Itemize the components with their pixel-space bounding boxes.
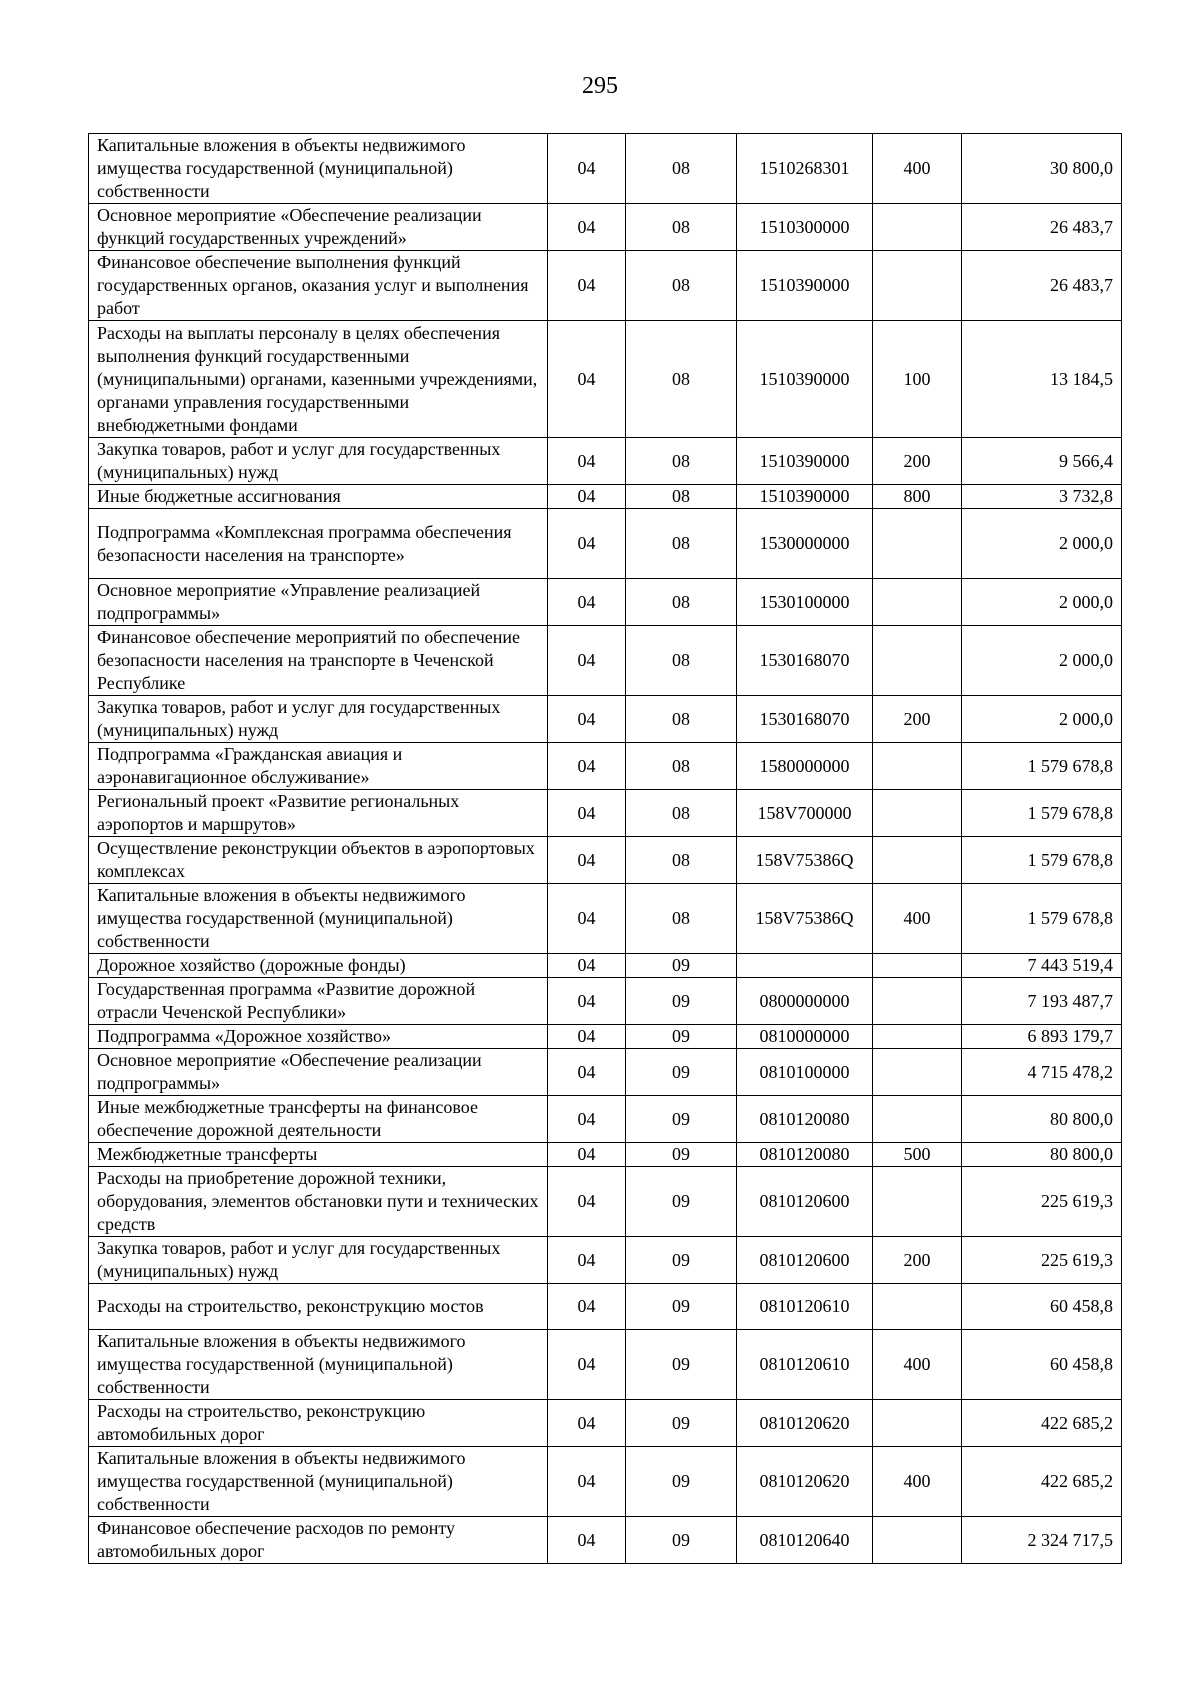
section-code: 04 xyxy=(548,509,626,579)
subsection-code: 09 xyxy=(626,954,737,978)
target-article-code: 1530168070 xyxy=(737,696,873,743)
budget-table-body xyxy=(89,134,1122,1564)
item-name: Расходы на строительство, реконструкцию мостов xyxy=(89,1284,548,1330)
target-article-code: 1530168070 xyxy=(737,626,873,696)
amount: 60 458,8 xyxy=(962,1330,1122,1400)
subsection-code: 08 xyxy=(626,884,737,954)
subsection-code: 09 xyxy=(626,1447,737,1517)
expense-type-code xyxy=(873,790,962,837)
section-code: 04 xyxy=(548,204,626,251)
subsection-code: 09 xyxy=(626,1049,737,1096)
subsection-code: 09 xyxy=(626,1330,737,1400)
table-row xyxy=(89,321,1122,438)
table-row xyxy=(89,1517,1122,1564)
amount: 1 579 678,8 xyxy=(962,743,1122,790)
item-name: Закупка товаров, работ и услуг для государственных (муниципальных) нужд xyxy=(89,438,548,485)
target-article-code: 158V75386Q xyxy=(737,884,873,954)
table-row xyxy=(89,1167,1122,1237)
table-row xyxy=(89,696,1122,743)
subsection-code: 08 xyxy=(626,485,737,509)
table-row xyxy=(89,1237,1122,1284)
expense-type-code xyxy=(873,1517,962,1564)
section-code: 04 xyxy=(548,1330,626,1400)
section-code: 04 xyxy=(548,1143,626,1167)
expense-type-code xyxy=(873,954,962,978)
table-row xyxy=(89,884,1122,954)
item-name: Основное мероприятие «Обеспечение реализации функций государственных учреждений» xyxy=(89,204,548,251)
item-name: Подпрограмма «Дорожное хозяйство» xyxy=(89,1025,548,1049)
amount: 422 685,2 xyxy=(962,1447,1122,1517)
amount: 2 324 717,5 xyxy=(962,1517,1122,1564)
subsection-code: 08 xyxy=(626,837,737,884)
item-name: Капитальные вложения в объекты недвижимого имущества государственной (муниципальной) собственности xyxy=(89,134,548,204)
table-row xyxy=(89,1330,1122,1400)
target-article-code: 0810120620 xyxy=(737,1400,873,1447)
item-name: Капитальные вложения в объекты недвижимого имущества государственной (муниципальной) собственности xyxy=(89,1447,548,1517)
expense-type-code xyxy=(873,509,962,579)
target-article-code: 0810000000 xyxy=(737,1025,873,1049)
subsection-code: 08 xyxy=(626,579,737,626)
table-row xyxy=(89,204,1122,251)
subsection-code: 09 xyxy=(626,1167,737,1237)
amount: 7 193 487,7 xyxy=(962,978,1122,1025)
expense-type-code: 100 xyxy=(873,321,962,438)
expense-type-code xyxy=(873,743,962,790)
amount: 80 800,0 xyxy=(962,1096,1122,1143)
subsection-code: 09 xyxy=(626,1517,737,1564)
table-row xyxy=(89,485,1122,509)
target-article-code: 0810120080 xyxy=(737,1143,873,1167)
subsection-code: 08 xyxy=(626,743,737,790)
table-row xyxy=(89,1447,1122,1517)
expense-type-code: 400 xyxy=(873,134,962,204)
section-code: 04 xyxy=(548,485,626,509)
subsection-code: 08 xyxy=(626,321,737,438)
item-name: Иные межбюджетные трансферты на финансовое обеспечение дорожной деятельности xyxy=(89,1096,548,1143)
target-article-code: 1510300000 xyxy=(737,204,873,251)
table-row xyxy=(89,790,1122,837)
expense-type-code xyxy=(873,978,962,1025)
subsection-code: 09 xyxy=(626,1096,737,1143)
section-code: 04 xyxy=(548,321,626,438)
expense-type-code xyxy=(873,251,962,321)
item-name: Осуществление реконструкции объектов в аэропортовых комплексах xyxy=(89,837,548,884)
expense-type-code: 200 xyxy=(873,1237,962,1284)
section-code: 04 xyxy=(548,884,626,954)
table-row xyxy=(89,509,1122,579)
target-article-code: 0810120620 xyxy=(737,1447,873,1517)
expense-type-code xyxy=(873,1167,962,1237)
amount: 2 000,0 xyxy=(962,579,1122,626)
target-article-code: 0810120610 xyxy=(737,1330,873,1400)
expense-type-code xyxy=(873,1400,962,1447)
section-code: 04 xyxy=(548,1447,626,1517)
target-article-code: 0810100000 xyxy=(737,1049,873,1096)
item-name: Закупка товаров, работ и услуг для государственных (муниципальных) нужд xyxy=(89,1237,548,1284)
table-row xyxy=(89,251,1122,321)
amount: 13 184,5 xyxy=(962,321,1122,438)
item-name: Капитальные вложения в объекты недвижимого имущества государственной (муниципальной) собственности xyxy=(89,884,548,954)
amount: 6 893 179,7 xyxy=(962,1025,1122,1049)
target-article-code: 1580000000 xyxy=(737,743,873,790)
page-number: 295 xyxy=(582,73,618,99)
section-code: 04 xyxy=(548,954,626,978)
item-name: Расходы на строительство, реконструкцию автомобильных дорог xyxy=(89,1400,548,1447)
item-name: Финансовое обеспечение выполнения функций государственных органов, оказания услуг и выполнения работ xyxy=(89,251,548,321)
amount: 80 800,0 xyxy=(962,1143,1122,1167)
section-code: 04 xyxy=(548,579,626,626)
target-article-code xyxy=(737,954,873,978)
item-name: Финансовое обеспечение расходов по ремонту автомобильных дорог xyxy=(89,1517,548,1564)
table-row xyxy=(89,1284,1122,1330)
expense-type-code xyxy=(873,837,962,884)
expense-type-code: 200 xyxy=(873,438,962,485)
target-article-code: 1510390000 xyxy=(737,438,873,485)
expense-type-code xyxy=(873,1284,962,1330)
subsection-code: 08 xyxy=(626,204,737,251)
item-name: Расходы на приобретение дорожной техники, оборудования, элементов обстановки пути и технических средств xyxy=(89,1167,548,1237)
table-row xyxy=(89,134,1122,204)
target-article-code: 1510268301 xyxy=(737,134,873,204)
amount: 26 483,7 xyxy=(962,204,1122,251)
section-code: 04 xyxy=(548,1049,626,1096)
section-code: 04 xyxy=(548,978,626,1025)
target-article-code: 0810120640 xyxy=(737,1517,873,1564)
target-article-code: 1530100000 xyxy=(737,579,873,626)
target-article-code: 1530000000 xyxy=(737,509,873,579)
amount: 2 000,0 xyxy=(962,696,1122,743)
section-code: 04 xyxy=(548,134,626,204)
subsection-code: 08 xyxy=(626,438,737,485)
expense-type-code: 400 xyxy=(873,1330,962,1400)
subsection-code: 09 xyxy=(626,1284,737,1330)
section-code: 04 xyxy=(548,743,626,790)
item-name: Иные бюджетные ассигнования xyxy=(89,485,548,509)
subsection-code: 09 xyxy=(626,1025,737,1049)
expense-type-code: 400 xyxy=(873,884,962,954)
item-name: Финансовое обеспечение мероприятий по обеспечение безопасности населения на транспорте в Чеченской Республике xyxy=(89,626,548,696)
table-row xyxy=(89,626,1122,696)
item-name: Подпрограмма «Гражданская авиация и аэронавигационное обслуживание» xyxy=(89,743,548,790)
target-article-code: 0810120600 xyxy=(737,1167,873,1237)
expense-type-code xyxy=(873,579,962,626)
section-code: 04 xyxy=(548,251,626,321)
amount: 9 566,4 xyxy=(962,438,1122,485)
table-row xyxy=(89,743,1122,790)
item-name: Межбюджетные трансферты xyxy=(89,1143,548,1167)
target-article-code: 0800000000 xyxy=(737,978,873,1025)
item-name: Государственная программа «Развитие дорожной отрасли Чеченской Республики» xyxy=(89,978,548,1025)
table-row xyxy=(89,1400,1122,1447)
expense-type-code: 400 xyxy=(873,1447,962,1517)
item-name: Расходы на выплаты персоналу в целях обеспечения выполнения функций государственными (муниципальными) органами, казенными учреждениями, органами управления государственными внебюджетными фондами xyxy=(89,321,548,438)
subsection-code: 08 xyxy=(626,790,737,837)
amount: 4 715 478,2 xyxy=(962,1049,1122,1096)
subsection-code: 08 xyxy=(626,509,737,579)
expense-type-code xyxy=(873,204,962,251)
target-article-code: 158V75386Q xyxy=(737,837,873,884)
section-code: 04 xyxy=(548,696,626,743)
section-code: 04 xyxy=(548,1167,626,1237)
subsection-code: 08 xyxy=(626,134,737,204)
amount: 225 619,3 xyxy=(962,1237,1122,1284)
amount: 2 000,0 xyxy=(962,626,1122,696)
target-article-code: 0810120600 xyxy=(737,1237,873,1284)
item-name: Капитальные вложения в объекты недвижимого имущества государственной (муниципальной) собственности xyxy=(89,1330,548,1400)
amount: 1 579 678,8 xyxy=(962,837,1122,884)
amount: 225 619,3 xyxy=(962,1167,1122,1237)
section-code: 04 xyxy=(548,1517,626,1564)
target-article-code: 1510390000 xyxy=(737,251,873,321)
section-code: 04 xyxy=(548,1025,626,1049)
item-name: Региональный проект «Развитие региональных аэропортов и маршрутов» xyxy=(89,790,548,837)
target-article-code: 158V700000 xyxy=(737,790,873,837)
subsection-code: 09 xyxy=(626,1237,737,1284)
subsection-code: 09 xyxy=(626,1143,737,1167)
expense-type-code xyxy=(873,1096,962,1143)
table-row xyxy=(89,579,1122,626)
target-article-code: 0810120080 xyxy=(737,1096,873,1143)
section-code: 04 xyxy=(548,837,626,884)
item-name: Дорожное хозяйство (дорожные фонды) xyxy=(89,954,548,978)
table-row xyxy=(89,1143,1122,1167)
amount: 30 800,0 xyxy=(962,134,1122,204)
amount: 26 483,7 xyxy=(962,251,1122,321)
table-row xyxy=(89,1049,1122,1096)
table-row xyxy=(89,1025,1122,1049)
subsection-code: 09 xyxy=(626,1400,737,1447)
subsection-code: 08 xyxy=(626,696,737,743)
section-code: 04 xyxy=(548,1237,626,1284)
section-code: 04 xyxy=(548,626,626,696)
section-code: 04 xyxy=(548,790,626,837)
table-row xyxy=(89,1096,1122,1143)
budget-table xyxy=(88,133,1122,1564)
amount: 2 000,0 xyxy=(962,509,1122,579)
section-code: 04 xyxy=(548,1400,626,1447)
expense-type-code: 500 xyxy=(873,1143,962,1167)
expense-type-code xyxy=(873,1049,962,1096)
expense-type-code xyxy=(873,1025,962,1049)
section-code: 04 xyxy=(548,438,626,485)
expense-type-code: 800 xyxy=(873,485,962,509)
item-name: Основное мероприятие «Обеспечение реализации подпрограммы» xyxy=(89,1049,548,1096)
table-row xyxy=(89,837,1122,884)
subsection-code: 08 xyxy=(626,251,737,321)
section-code: 04 xyxy=(548,1284,626,1330)
expense-type-code: 200 xyxy=(873,696,962,743)
target-article-code: 1510390000 xyxy=(737,485,873,509)
target-article-code: 1510390000 xyxy=(737,321,873,438)
target-article-code: 0810120610 xyxy=(737,1284,873,1330)
amount: 1 579 678,8 xyxy=(962,884,1122,954)
amount: 7 443 519,4 xyxy=(962,954,1122,978)
subsection-code: 09 xyxy=(626,978,737,1025)
expense-type-code xyxy=(873,626,962,696)
section-code: 04 xyxy=(548,1096,626,1143)
item-name: Закупка товаров, работ и услуг для государственных (муниципальных) нужд xyxy=(89,696,548,743)
table-row xyxy=(89,954,1122,978)
item-name: Основное мероприятие «Управление реализацией подпрограммы» xyxy=(89,579,548,626)
amount: 422 685,2 xyxy=(962,1400,1122,1447)
amount: 1 579 678,8 xyxy=(962,790,1122,837)
subsection-code: 08 xyxy=(626,626,737,696)
table-row xyxy=(89,438,1122,485)
item-name: Подпрограмма «Комплексная программа обеспечения безопасности населения на транспорте» xyxy=(89,509,548,579)
amount: 3 732,8 xyxy=(962,485,1122,509)
table-row xyxy=(89,978,1122,1025)
amount: 60 458,8 xyxy=(962,1284,1122,1330)
